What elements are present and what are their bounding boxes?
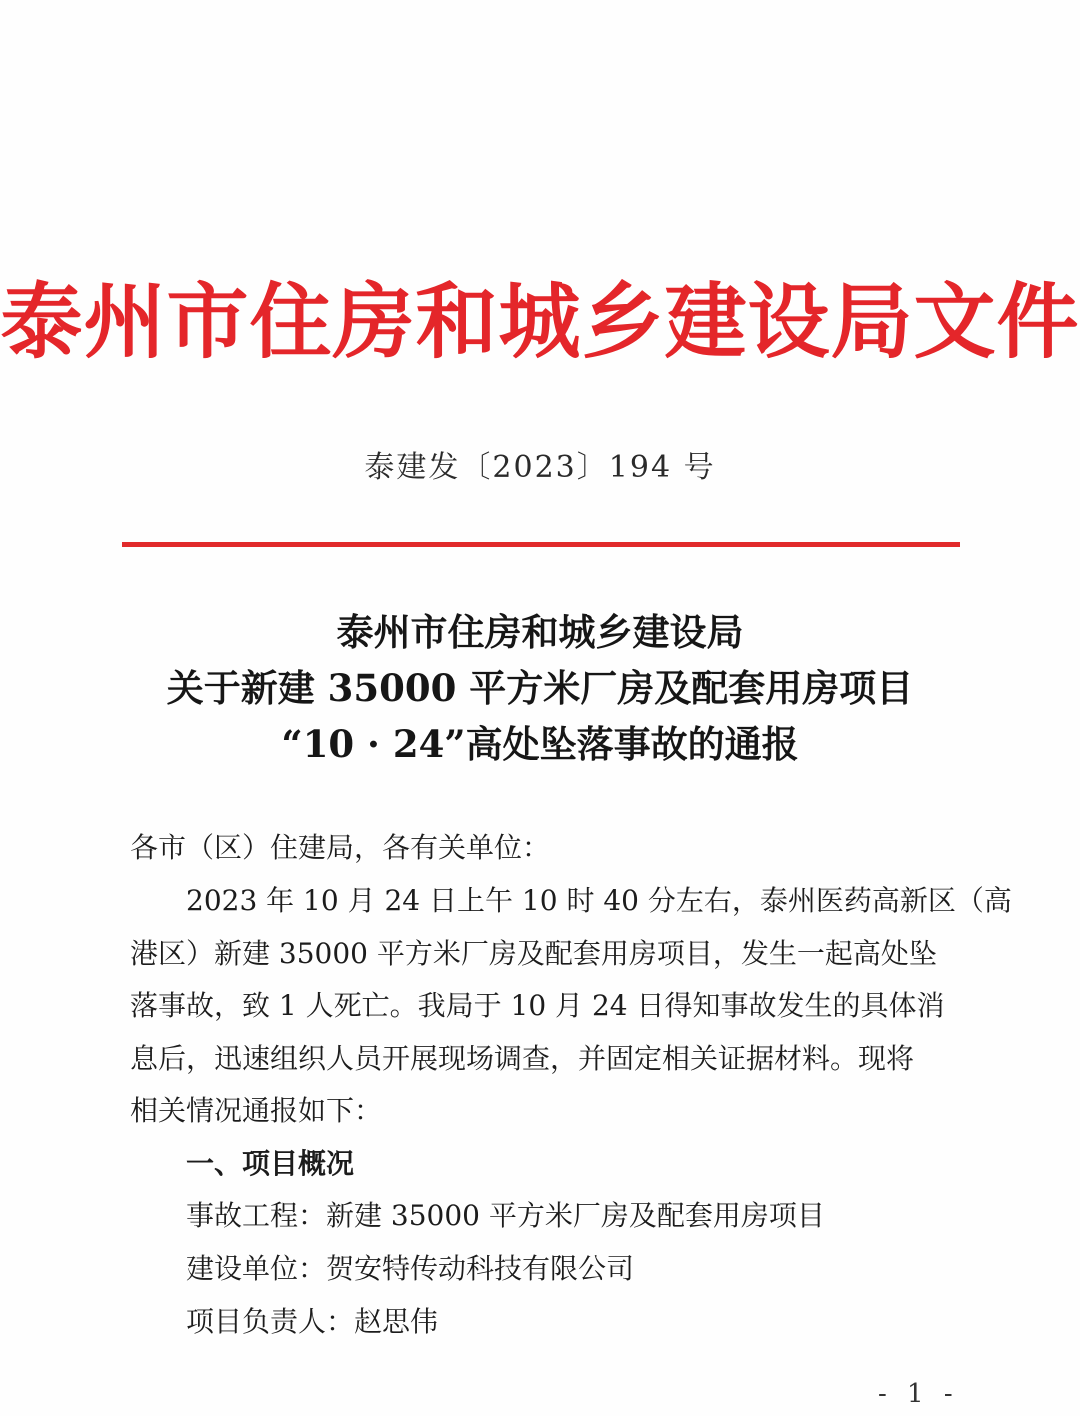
title-line-1: 泰州市住房和城乡建设局 — [336, 610, 744, 654]
paragraph-line: 相关情况通报如下： — [130, 1094, 383, 1127]
section-heading: 一、项目概况 — [186, 1147, 355, 1180]
title-line-3: “10 · 24”高处坠落事故的通报 — [281, 722, 799, 766]
paragraph-line: 港区）新建 35000 平方米厂房及配套用房项目，发生一起高处坠 — [130, 936, 937, 970]
paragraph-line: 落事故，致 1 人死亡。我局于 10 月 24 日得知事故发生的具体消 — [130, 989, 945, 1022]
info-project-name: 事故工程：新建 35000 平方米厂房及配套用房项目 — [186, 1199, 825, 1232]
paragraph-line: 2023 年 10 月 24 日上午 10 时 40 分左右，泰州医药高新区（高 — [186, 884, 1012, 917]
document-number: 泰建发〔2023〕194 号 — [364, 450, 716, 485]
body-paragraph — [130, 875, 1012, 1138]
paragraph-line: 息后，迅速组织人员开展现场调查，并固定相关证据材料。现将 — [130, 1041, 915, 1075]
red-divider-line — [122, 542, 960, 547]
info-project-leader: 项目负责人：赵思伟 — [186, 1305, 439, 1338]
document-masthead: 泰州市住房和城乡建设局文件 — [0, 274, 1080, 370]
title-line-2: 关于新建 35000 平方米厂房及配套用房项目 — [166, 666, 914, 710]
document-title — [0, 604, 1080, 772]
info-construction-unit: 建设单位：贺安特传动科技有限公司 — [186, 1252, 635, 1285]
page-number: - 1 - — [878, 1379, 959, 1409]
salutation: 各市（区）住建局，各有关单位： — [130, 831, 551, 864]
